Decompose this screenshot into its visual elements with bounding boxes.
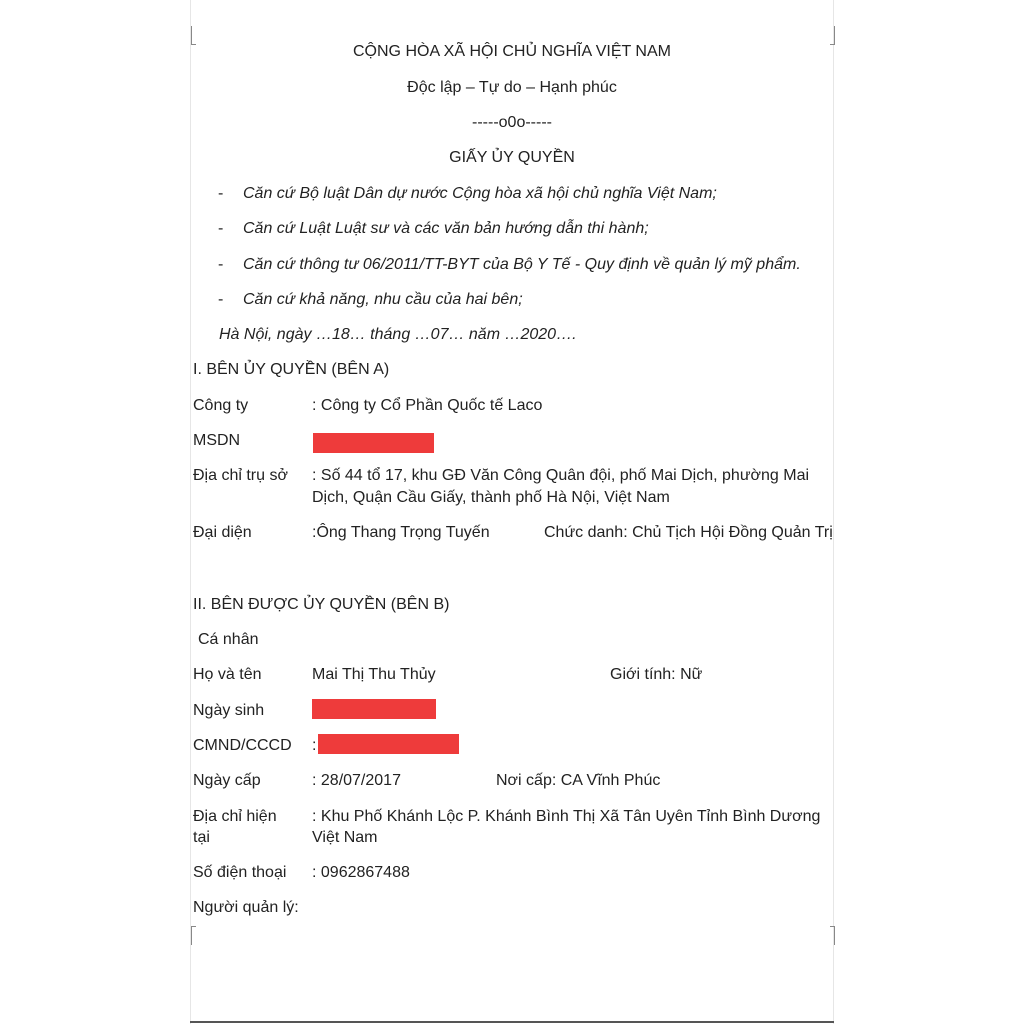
bullet: - [218, 291, 224, 308]
company-label: Công ty [193, 397, 249, 414]
document-page [190, 0, 834, 1024]
margin-mark-bottom-right [830, 926, 835, 945]
redaction-msdn [313, 433, 434, 453]
issue-place-value: Nơi cấp: CA Vĩnh Phúc [496, 772, 661, 789]
b-address-label: Địa chỉ hiện [193, 808, 277, 825]
phone-label: Số điện thoại [193, 864, 287, 881]
representative-value: :Ông Thang Trọng Tuyến [312, 524, 490, 541]
position-value: Chức danh: Chủ Tịch Hội Đồng Quản Trị [544, 524, 833, 541]
party-a-heading: I. BÊN ỦY QUYỀN (BÊN A) [193, 361, 390, 378]
basis-item: Căn cứ Luật Luật sư và các văn bản hướng dẫn thi hành; [243, 220, 649, 237]
address-value: : Số 44 tổ 17, khu GĐ Văn Công Quân đội, phố Mai Dịch, phường Mai [312, 467, 810, 484]
b-address-value: : Khu Phố Khánh Lộc P. Khánh Bình Thị Xã Tân Uyên Tỉnh Bình Dương [312, 808, 821, 825]
party-b-heading: II. BÊN ĐƯỢC ỦY QUYỀN (BÊN B) [193, 596, 450, 613]
issue-date-label: Ngày cấp [193, 772, 261, 789]
id-colon: : [312, 737, 317, 754]
representative-label: Đại diện [193, 524, 252, 541]
motto: Độc lập – Tự do – Hạnh phúc [407, 79, 617, 96]
name-value: Mai Thị Thu Thủy [312, 666, 436, 683]
redaction-id [318, 734, 459, 754]
msdn-label: MSDN [193, 432, 241, 449]
phone-value: : 0962867488 [312, 864, 410, 881]
b-address-label-cont: tại [193, 829, 210, 846]
address-value-cont: Dịch, Quận Cầu Giấy, thành phố Hà Nội, Việt Nam [312, 489, 670, 506]
separator: -----o0o----- [472, 114, 552, 131]
company-value: : Công ty Cổ Phần Quốc tế Laco [312, 397, 543, 414]
address-label: Địa chỉ trụ sở [193, 467, 288, 484]
dob-label: Ngày sinh [193, 702, 265, 719]
redaction-dob [312, 699, 436, 719]
manager-label: Người quản lý: [193, 899, 299, 916]
page-bottom-edge [190, 1021, 834, 1023]
id-label: CMND/CCCD [193, 737, 292, 754]
nation-title: CỘNG HÒA XÃ HỘI CHỦ NGHĨA VIỆT NAM [353, 43, 671, 60]
document-title: GIẤY ỦY QUYỀN [449, 149, 575, 166]
basis-item: Căn cứ khả năng, nhu cầu của hai bên; [243, 291, 523, 308]
name-label: Họ và tên [193, 666, 262, 683]
bullet: - [218, 185, 224, 202]
bullet: - [218, 256, 224, 273]
party-b-type: Cá nhân [198, 631, 259, 648]
gender-value: Giới tính: Nữ [610, 666, 703, 683]
date-line: Hà Nội, ngày …18… tháng …07… năm …2020…. [219, 326, 577, 343]
bullet: - [218, 220, 224, 237]
basis-item: Căn cứ thông tư 06/2011/TT-BYT của Bộ Y Tế - Quy định về quản lý mỹ phẩm. [243, 256, 801, 273]
b-address-value-cont: Việt Nam [312, 829, 378, 846]
margin-mark-bottom-left [191, 926, 196, 945]
issue-date-value: : 28/07/2017 [312, 772, 401, 789]
basis-item: Căn cứ Bộ luật Dân dự nước Cộng hòa xã hội chủ nghĩa Việt Nam; [243, 185, 717, 202]
